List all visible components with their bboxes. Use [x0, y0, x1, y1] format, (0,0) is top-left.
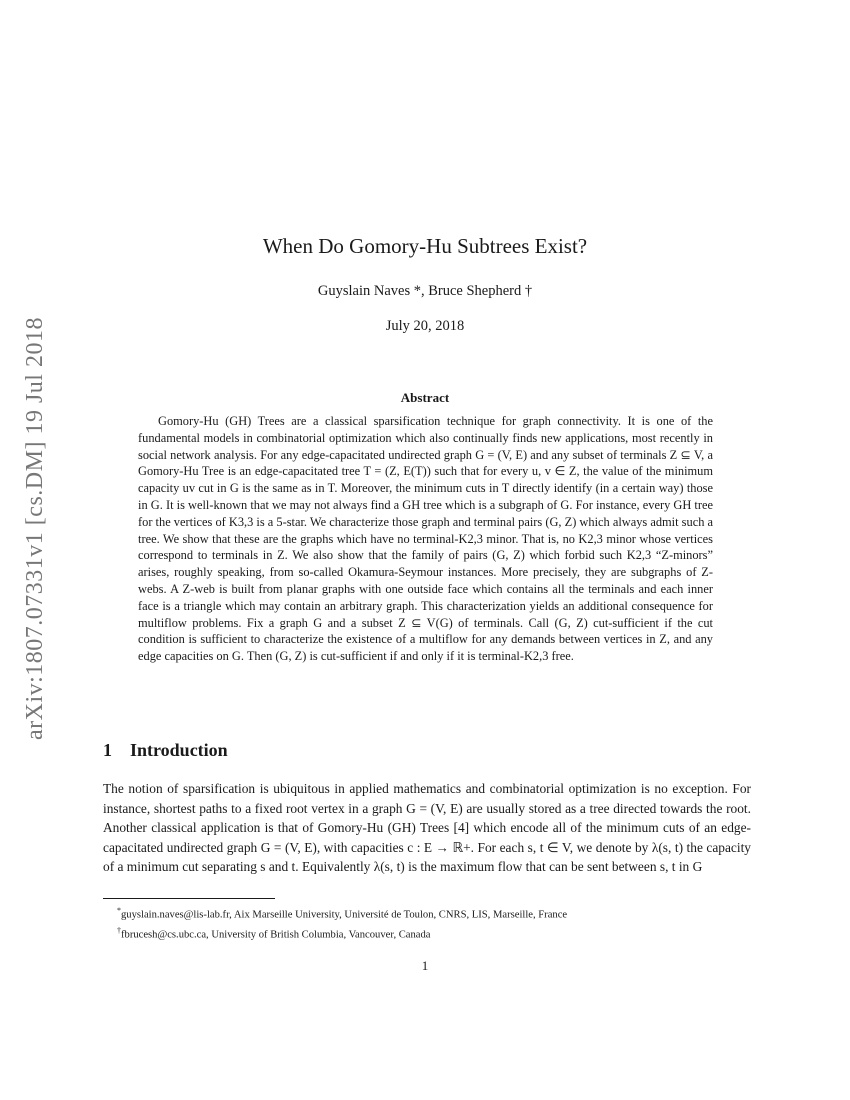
author-list: Guyslain Naves *, Bruce Shepherd † — [317, 283, 533, 299]
section-number: 1 — [103, 740, 112, 760]
page-number: 1 — [421, 958, 429, 973]
section-title: Introduction — [130, 740, 228, 760]
footnotes — [103, 903, 751, 942]
footnote-text: guyslain.naves@lis-lab.fr, Aix Marseille University, Université de Toulon, CNRS, LIS, Marseille, France — [121, 909, 568, 921]
section-heading — [103, 740, 228, 761]
paper-title: When Do Gomory-Hu Subtrees Exist? — [262, 234, 588, 258]
abstract-body: Gomory-Hu (GH) Trees are a classical sparsification technique for graph connectivity. It is one of the fundamental models in combinatorial optimization which also continually finds new applications, most recently in social network analysis. For any edge-capacitated undirected graph G = (V, E) and any subset of terminals Z ⊆ V, a Gomory-Hu Tree is an edge-capacitated tree T = (Z, E(T)) such that for every u, v ∈ Z, the value of the minimum capacity uv cut in G is the same as in T. Moreover, the minimum cuts in T directly identify (in a certain way) those in G. It is well-known that we may not always find a GH tree which is a subgraph of G. For instance, every GH tree for the vertices of K3,3 is a 5-star. We characterize those graph and terminal pairs (G, Z) which always admit such a tree. We show that these are the graphs which have no terminal-K2,3 minor. That is, no K2,3 minor whose vertices correspond to terminals in Z. We also show that the family of pairs (G, Z) which forbid such K2,3 “Z-minors” arises, roughly speaking, from so-called Okamura-Seymour instances. More precisely, they are subgraphs of Z-webs. A Z-web is built from planar graphs with one outside face which contains all the terminals and each inner face is a triangle which may contain an arbitrary graph. This characterization yields an additional consequence for multiflow problems. Fix a graph G and a subset Z ⊆ V(G) of terminals. Call (G, Z) cut-sufficient if the cut condition is sufficient to characterize the existence of a multiflow for any demands between vertices in Z, and any edge capacities on G. Then (G, Z) is cut-sufficient if and only if it is terminal-K2,3 free. — [138, 414, 713, 664]
footnote-divider — [103, 898, 275, 899]
paper-date: July 20, 2018 — [385, 318, 465, 334]
footnote-mark: * — [117, 906, 121, 915]
arxiv-stamp: arXiv:1807.07331v1 [cs.DM] 19 Jul 2018 — [22, 317, 48, 740]
footnote-item — [103, 923, 751, 943]
footnote-item — [103, 903, 751, 923]
footnote-mark: † — [117, 925, 121, 935]
abstract-heading: Abstract — [400, 390, 450, 405]
footnote-text: fbrucesh@cs.ubc.ca, University of British Columbia, Vancouver, Canada — [121, 929, 431, 941]
introduction-paragraph: The notion of sparsification is ubiquitous in applied mathematics and combinatorial optimization is no exception. For instance, shortest paths to a fixed root vertex in a graph G = (V, E) are usually stored as a tree directed towards the root. Another classical application is that of Gomory-Hu (GH) Trees [4] which encode all of the minimum cuts of an edge-capacitated undirected graph G = (V, E), with capacities c : E → ℝ+. For each s, t ∈ V, we denote by λ(s, t) the capacity of a minimum cut separating s and t. Equivalently λ(s, t) is the maximum flow that can be sent between s, t in G — [103, 781, 751, 875]
